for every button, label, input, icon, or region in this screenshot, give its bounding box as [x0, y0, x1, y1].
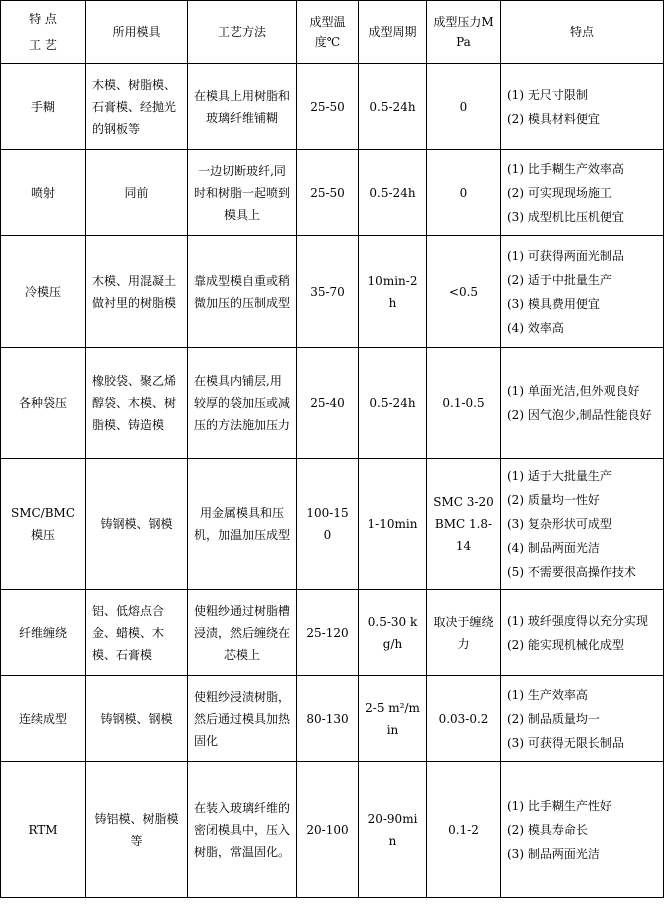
header-temp: 成型温度℃ [297, 1, 359, 64]
feature-item: (4) 效率高 [507, 320, 564, 335]
feature-item: (2) 适于中批量生产 [507, 272, 612, 287]
table-row [1, 762, 664, 898]
cell-period: 0.5-30 kg/h [359, 590, 427, 676]
cell-mold: 铝、低熔点合金、蜡模、木模、石膏模 [86, 590, 188, 676]
cell-method: 使粗纱浸渍树脂，然后通过模具加热固化 [188, 676, 297, 762]
cell-pressure: <0.5 [427, 236, 501, 348]
cell-period: 0.5-24h [359, 348, 427, 459]
cell-process: 冷模压 [1, 236, 86, 348]
cell-mold: 木模、树脂模、石膏模、经抛光的钢板等 [86, 64, 188, 150]
cell-process: 连续成型 [1, 676, 86, 762]
cell-pressure: 0 [427, 64, 501, 150]
cell-temp: 100-150 [297, 459, 359, 590]
feature-item: (1) 比手糊生产性好 [507, 798, 612, 813]
cell-features [501, 590, 664, 676]
cell-features [501, 459, 664, 590]
feature-item: (1) 生产效率高 [507, 687, 588, 702]
feature-item: (1) 单面光洁,但外观良好 [507, 384, 640, 398]
table-row [1, 459, 664, 590]
cell-pressure: 0.03-0.2 [427, 676, 501, 762]
cell-mold: 橡胶袋、聚乙烯醇袋、木模、树脂模、铸造模 [86, 348, 188, 459]
feature-item: (1) 可获得两面光制品 [507, 248, 624, 263]
feature-item: (3) 可获得无限长制品 [507, 735, 624, 750]
feature-item: (2) 模具寿命长 [507, 822, 588, 837]
cell-mold: 木模、用混凝土做衬里的树脂模 [86, 236, 188, 348]
cell-method: 一边切断玻纤,同时和树脂一起喷到模具上 [188, 150, 297, 236]
feature-item: (1) 无尺寸限制 [507, 87, 588, 102]
cell-process: SMC/BMC 模压 [1, 459, 86, 590]
cell-features [501, 676, 664, 762]
feature-item: (4) 制品两面光洁 [507, 541, 600, 555]
feature-item: (1) 玻纤强度得以充分实现 [507, 613, 648, 628]
cell-method: 用金属模具和压机，加温加压成型 [188, 459, 297, 590]
cell-features [501, 64, 664, 150]
cell-process: 纤维缠绕 [1, 590, 86, 676]
cell-mold: 铸钢模、钢模 [86, 459, 188, 590]
cell-features [501, 236, 664, 348]
cell-period: 0.5-24h [359, 150, 427, 236]
header-features: 特点 [501, 1, 664, 64]
table-row [1, 236, 664, 348]
cell-pressure: 0.1-2 [427, 762, 501, 898]
header-row [1, 1, 664, 64]
cell-pressure: 0 [427, 150, 501, 236]
cell-method: 使粗纱通过树脂槽浸渍，然后缠绕在芯模上 [188, 590, 297, 676]
cell-period: 1-10min [359, 459, 427, 590]
cell-features [501, 348, 664, 459]
cell-pressure: SMC 3-20 BMC 1.8-14 [427, 459, 501, 590]
cell-features [501, 150, 664, 236]
feature-item: (3) 复杂形状可成型 [507, 517, 612, 531]
cell-process: 手糊 [1, 64, 86, 150]
table-row [1, 676, 664, 762]
cell-features [501, 762, 664, 898]
feature-item: (3) 制品两面光洁 [507, 846, 600, 861]
feature-item: (2) 能实现机械化成型 [507, 637, 624, 652]
feature-item: (2) 制品质量均一 [507, 711, 600, 726]
cell-pressure: 0.1-0.5 [427, 348, 501, 459]
header-mold: 所用模具 [86, 1, 188, 64]
feature-item: (2) 质量均一性好 [507, 493, 600, 507]
cell-method: 在模具上用树脂和玻璃纤维铺糊 [188, 64, 297, 150]
header-process: 特 点 工 艺 [1, 1, 86, 64]
header-pressure: 成型压力MPa [427, 1, 501, 64]
header-period: 成型周期 [359, 1, 427, 64]
cell-period: 2-5 m²/min [359, 676, 427, 762]
table-row [1, 150, 664, 236]
cell-method: 靠成型模自重或稍微加压的压制成型 [188, 236, 297, 348]
cell-method: 在装入玻璃纤维的密闭模具中，压入树脂，常温固化。 [188, 762, 297, 898]
cell-temp: 80-130 [297, 676, 359, 762]
cell-temp: 25-120 [297, 590, 359, 676]
cell-temp: 20-100 [297, 762, 359, 898]
cell-process: 喷射 [1, 150, 86, 236]
cell-temp: 25-50 [297, 150, 359, 236]
cell-process: 各种袋压 [1, 348, 86, 459]
cell-period: 10min-2h [359, 236, 427, 348]
header-method: 工艺方法 [188, 1, 297, 64]
cell-temp: 25-40 [297, 348, 359, 459]
feature-item: (1) 比手糊生产效率高 [507, 161, 624, 176]
cell-mold: 同前 [86, 150, 188, 236]
table-row [1, 348, 664, 459]
table-row [1, 64, 664, 150]
feature-item: (5) 不需要很高操作技术 [507, 565, 636, 579]
cell-pressure: 取决于缠绕力 [427, 590, 501, 676]
feature-item: (2) 模具材料便宜 [507, 111, 600, 126]
feature-item: (3) 模具费用便宜 [507, 296, 600, 311]
cell-mold: 铸铝模、树脂模等 [86, 762, 188, 898]
feature-item: (2) 可实现现场施工 [507, 185, 612, 200]
cell-temp: 35-70 [297, 236, 359, 348]
cell-period: 0.5-24h [359, 64, 427, 150]
feature-item: (2) 因气泡少,制品性能良好 [507, 408, 652, 422]
cell-process: RTM [1, 762, 86, 898]
feature-item: (1) 适于大批量生产 [507, 469, 612, 483]
feature-item: (3) 成型机比压机便宜 [507, 209, 624, 224]
cell-method: 在模具内铺层,用较厚的袋加压或减压的方法施加压力 [188, 348, 297, 459]
cell-mold: 铸钢模、钢模 [86, 676, 188, 762]
cell-period: 20-90min [359, 762, 427, 898]
table-row [1, 590, 664, 676]
cell-temp: 25-50 [297, 64, 359, 150]
